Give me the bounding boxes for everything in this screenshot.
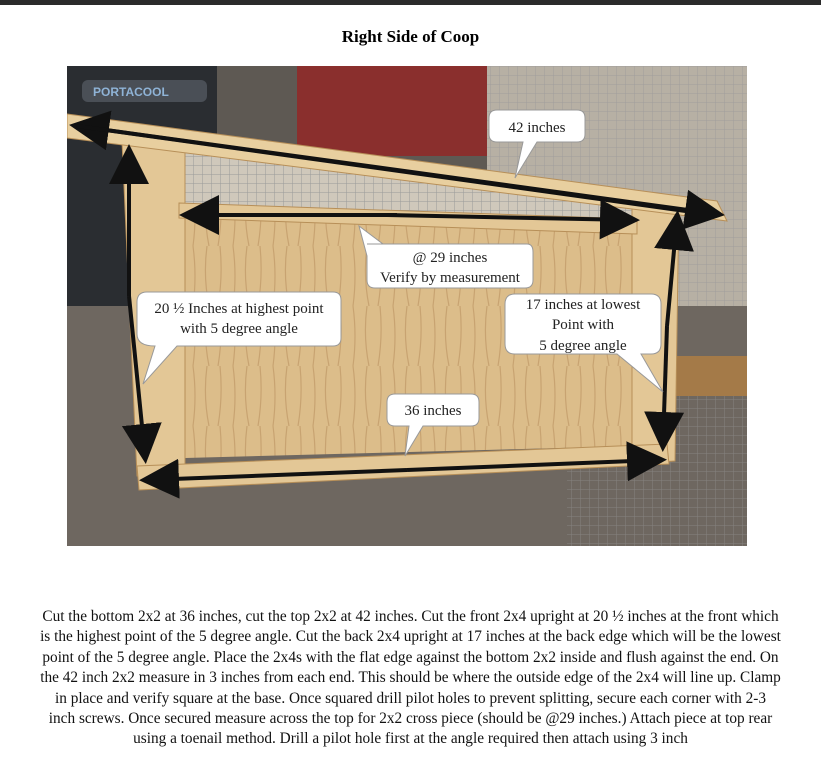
front-line2: with 5 degree angle	[180, 321, 298, 337]
instructions-paragraph: Cut the bottom 2x2 at 36 inches, cut the top 2x2 at 42 inches. Cut the front 2x4 upright at 20 ½ inches at the front which is the highest point of the 5 degree angle. Cut the back 2x4 upright at 17 inches at the back edge which will be the lowest point of the 5 degree angle. Place the 2x4s with the flat edge against the bottom 2x2 inside and flush against the end. On the 42 inch 2x2 measure in 3 inches from each end. This should be where the outside edge of the 2x4 will line up. Clamp in place and verify square at the base. Once squared drill pilot holes to prevent splitting, secure each corner with 2-3 inch screws. Once secured measure across the top for 2x2 cross piece (should be @29 inches.) Attach piece at top rear using a toenail method. Drill a pilot hole first at the angle required then attach using 3 inch	[40, 608, 781, 748]
cross-line2: Verify by measurement	[380, 270, 520, 286]
back-line3: 5 degree angle	[539, 338, 627, 354]
red-board	[297, 66, 497, 156]
cross-line1: @ 29 inches	[412, 250, 488, 266]
portacool-label: PORTACOOL	[93, 85, 169, 99]
front-line1: 20 ½ Inches at highest point	[154, 301, 324, 317]
page-title: Right Side of Coop	[341, 27, 480, 46]
bottom-length-label: 36 inches	[404, 403, 462, 419]
back-line2: Point with	[551, 317, 615, 333]
lumber-side	[667, 356, 747, 396]
top-bar	[0, 0, 821, 5]
back-line1: 17 inches at lowest	[525, 297, 641, 313]
top-length-label: 42 inches	[508, 120, 566, 136]
coop-diagram-photo	[67, 66, 747, 546]
